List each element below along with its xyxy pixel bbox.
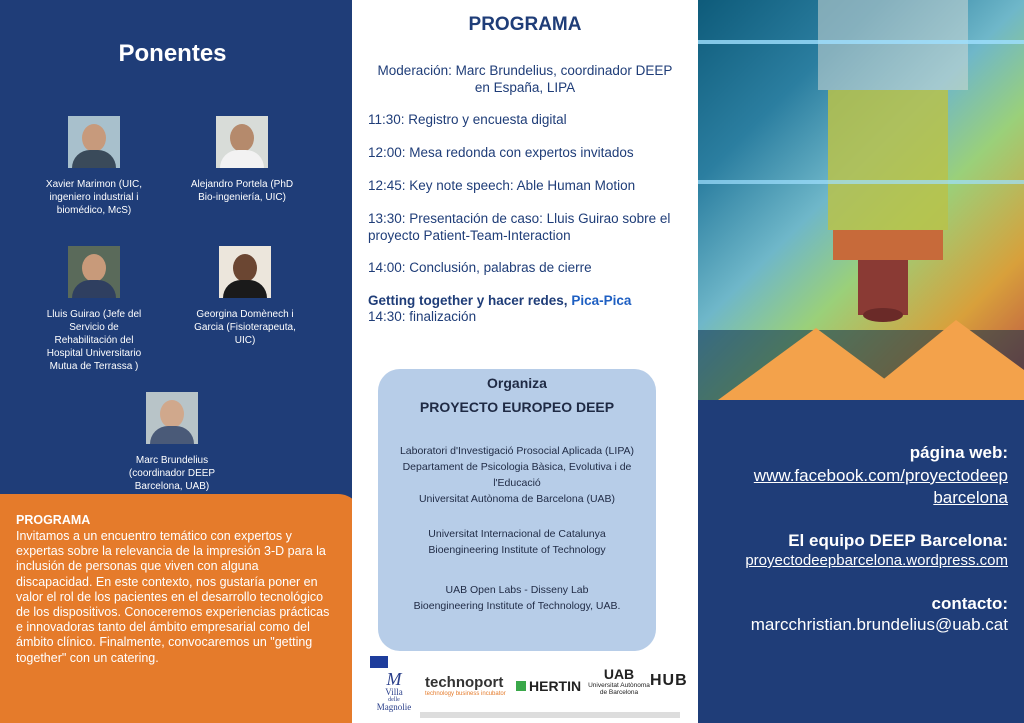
speaker-name: Lluis Guirao (Jefe del Servicio de Rehabilitación del Hospital Universitario Mutua de Terrassa ) xyxy=(46,309,142,372)
footer-divider xyxy=(420,712,680,718)
speaker-name: Alejandro Portela (PhD Bio-ingeniería, UIC) xyxy=(190,179,294,203)
eu-flag-icon xyxy=(370,656,388,668)
pica-pica-text: Pica-Pica xyxy=(571,293,632,308)
sponsor-logos xyxy=(368,654,688,716)
schedule-item: 14:30: finalización xyxy=(368,309,477,324)
speaker-photo xyxy=(216,116,268,168)
getting-together-line xyxy=(368,292,688,309)
speaker-name: Xavier Marimon (UIC, ingeniero industrial i biomédico, McS) xyxy=(45,179,143,216)
organiza-heading: Organiza xyxy=(487,375,547,391)
programa-box-title: PROGRAMA xyxy=(16,513,91,527)
programa-title: PROGRAMA xyxy=(468,14,582,35)
speaker-card xyxy=(170,246,320,347)
speaker-photo xyxy=(68,246,120,298)
schedule-item: 14:00: Conclusión, palabras de cierre xyxy=(368,260,592,275)
hub-logo: HUB xyxy=(650,672,688,689)
schedule-item: 13:30: Presentación de caso: Lluis Guirao sobre el proyecto Patient-Team-Interaction xyxy=(368,211,671,243)
speaker-card xyxy=(19,116,169,217)
3d-printer-photo xyxy=(698,0,1024,400)
facebook-link[interactable]: www.facebook.com/proyectodeep barcelona xyxy=(753,466,1008,507)
getting-together-text: Getting together y hacer redes, xyxy=(368,293,568,308)
organiza-project: PROYECTO EUROPEO DEEP xyxy=(419,399,615,415)
villa-magnolie-logo: M Villa delle Magnolie xyxy=(376,669,412,712)
speaker-photo xyxy=(68,116,120,168)
speaker-card xyxy=(167,116,317,204)
speaker-name: Georgina Domènech i Garcia (Fisioterapeuta, UIC) xyxy=(194,309,296,346)
contact-email[interactable]: marcchristian.brundelius@uab.cat xyxy=(750,615,1008,634)
uab-logo: UAB Universitat Autònoma de Barcelona xyxy=(588,666,650,696)
speaker-card xyxy=(97,392,247,493)
wordpress-link[interactable]: proyectodeepbarcelona.wordpress.com xyxy=(745,552,1008,569)
schedule-item: 11:30: Registro y encuesta digital xyxy=(368,112,567,127)
programa-description-box xyxy=(0,494,362,723)
hertin-logo: HERTIN xyxy=(516,678,581,694)
contact-label: contacto: xyxy=(931,594,1008,613)
schedule-item: 12:00: Mesa redonda con expertos invitados xyxy=(368,145,634,160)
speaker-photo xyxy=(146,392,198,444)
3d-printer-illustration xyxy=(698,0,1024,400)
moderation-text: Moderación: Marc Brundelius, coordinador DEEP en España, LIPA xyxy=(377,63,673,95)
web-label: página web: xyxy=(909,443,1008,462)
organiza-box xyxy=(378,369,656,651)
technoport-logo: technoport technology business incubator xyxy=(425,674,506,697)
schedule-item: 12:45: Key note speech: Able Human Motion xyxy=(368,178,636,193)
organiza-group: Universitat Internacional de Catalunya Bioengineering Institute of Technology xyxy=(428,528,606,556)
speaker-card xyxy=(19,246,169,373)
speaker-name: Marc Brundelius (coordinador DEEP Barcelona, UAB) xyxy=(128,455,216,492)
programa-box-text: Invitamos a un encuentro temático con expertos y expertas sobre la relevancia de la impresión 3-D para la inclusión de personas que viven con alguna discapacidad. En este contexto, nos gustaría poner en valor el rol de los pacientes en el desarrollo tecnológico de los dispositivos. Conoceremos experiencias prácticas e innovadoras tanto del ámbito empresarial como del ámbito clínico. Finalmente, convocaremos un "getting together" con un catering. xyxy=(16,529,330,665)
speaker-photo xyxy=(219,246,271,298)
organiza-group: UAB Open Labs - Disseny Lab Bioengineering Institute of Technology, UAB. xyxy=(413,584,621,612)
team-label: El equipo DEEP Barcelona: xyxy=(788,531,1008,550)
ponentes-title: Ponentes xyxy=(118,40,227,67)
organiza-group: Laboratori d'Investigació Prosocial Aplicada (LIPA) Departament de Psicologia Bàsica, Evolutiva i de l'Educació Universitat Autònoma de Barcelona (UAB) xyxy=(399,445,635,505)
